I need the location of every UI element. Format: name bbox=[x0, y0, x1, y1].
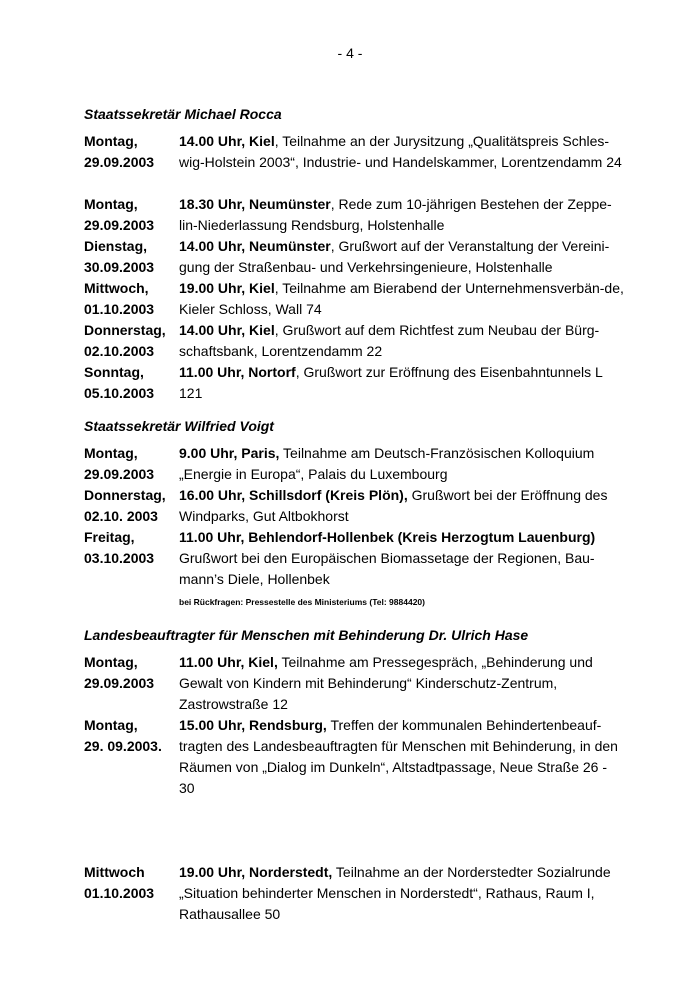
entry-text: 14.00 Uhr, Kiel, Teilnahme an der Jurysitzung „Qualitätspreis Schles-wig-Holstein 2003“, Industrie- und Handelskammer, Lorentzendamm 24 bbox=[179, 133, 622, 170]
appointment-entry bbox=[84, 443, 624, 485]
entry-text: 19.00 Uhr, Norderstedt, Teilnahme an der Norderstedter Sozialrunde „Situation behinderter Menschen in Norderstedt“, Rathaus, Raum I, Rathausallee 50 bbox=[179, 864, 611, 922]
entry-date: Mittwoch 01.10.2003 bbox=[84, 864, 155, 901]
appointment-entry bbox=[84, 194, 624, 236]
appointment-entry bbox=[84, 862, 624, 925]
entry-date: Sonntag, 05.10.2003 bbox=[84, 364, 155, 401]
section-title-voigt: Staatssekretär Wilfried Voigt bbox=[84, 418, 274, 434]
entry-date: Donnerstag, 02.10. 2003 bbox=[84, 487, 166, 524]
appointment-entry bbox=[84, 485, 624, 527]
entry-text: 14.00 Uhr, Kiel, Grußwort auf dem Richtfest zum Neubau der Bürg-schaftsbank, Lorentzendamm 22 bbox=[179, 322, 600, 359]
appointment-entry bbox=[84, 278, 624, 320]
entry-text: 11.00 Uhr, Kiel, Teilnahme am Pressegespräch, „Behinderung und Gewalt von Kindern mit Behinderung“ Kinderschutz-Zentrum, Zastrowstraße 12 bbox=[179, 654, 593, 712]
entry-date: Donnerstag, 02.10.2003 bbox=[84, 322, 166, 359]
entry-date: Montag, 29.09.2003 bbox=[84, 445, 155, 482]
section-title-hase: Landesbeauftragter für Menschen mit Behinderung Dr. Ulrich Hase bbox=[84, 627, 529, 643]
entry-text: 14.00 Uhr, Neumünster, Grußwort auf der Veranstaltung der Vereini-gung der Straßenbau- und Verkehrsingenieure, Holstenhalle bbox=[179, 238, 610, 275]
entry-date: Mittwoch, 01.10.2003 bbox=[84, 280, 155, 317]
entry-date: Montag, 29.09.2003 bbox=[84, 196, 155, 233]
entry-date: Montag, 29. 09.2003. bbox=[84, 717, 162, 754]
entry-date: Montag, 29.09.2003 bbox=[84, 133, 155, 170]
entry-text: 11.00 Uhr, Nortorf, Grußwort zur Eröffnung des Eisenbahntunnels L 121 bbox=[179, 364, 603, 401]
appointment-entry bbox=[84, 236, 624, 278]
page-number: - 4 - bbox=[337, 45, 363, 61]
entry-text: 9.00 Uhr, Paris, Teilnahme am Deutsch-Französischen Kolloquium „Energie in Europa“, Palais du Luxembourg bbox=[179, 445, 595, 482]
appointment-entry bbox=[84, 527, 624, 590]
section-title-rocca: Staatssekretär Michael Rocca bbox=[84, 106, 282, 122]
appointment-entry bbox=[84, 715, 624, 799]
entry-text: 19.00 Uhr, Kiel, Teilnahme am Bierabend der Unternehmensverbän-de, Kieler Schloss, Wall 74 bbox=[179, 280, 624, 317]
appointment-entry bbox=[84, 131, 624, 173]
entry-date: Montag, 29.09.2003 bbox=[84, 654, 155, 691]
entry-text: 15.00 Uhr, Rendsburg, Treffen der kommunalen Behindertenbeauf-tragten des Landesbeauftragten für Menschen mit Behinderung, in den Räumen von „Dialog im Dunkeln“, Altstadtpassage, Neue Straße 26 - 30 bbox=[179, 717, 618, 796]
appointment-entry bbox=[84, 362, 624, 404]
entry-text: 18.30 Uhr, Neumünster, Rede zum 10-jährigen Bestehen der Zeppe-lin-Niederlassung Rendsburg, Holstenhalle bbox=[179, 196, 612, 233]
appointment-entry bbox=[84, 320, 624, 362]
press-contact-note: bei Rückfragen: Pressestelle des Ministeriums (Tel: 9884420) bbox=[179, 597, 425, 607]
entry-text: 11.00 Uhr, Behlendorf-Hollenbek (Kreis Herzogtum Lauenburg) Grußwort bei den Europäischen Biomassetage der Regionen, Bau-mann’s Diele, Hollenbek bbox=[179, 529, 596, 587]
entry-date: Freitag, 03.10.2003 bbox=[84, 529, 155, 566]
entry-text: 16.00 Uhr, Schillsdorf (Kreis Plön), Grußwort bei der Eröffnung des Windparks, Gut Altbokhorst bbox=[179, 487, 608, 524]
appointment-entry bbox=[84, 652, 624, 715]
entry-date: Dienstag, 30.09.2003 bbox=[84, 238, 155, 275]
